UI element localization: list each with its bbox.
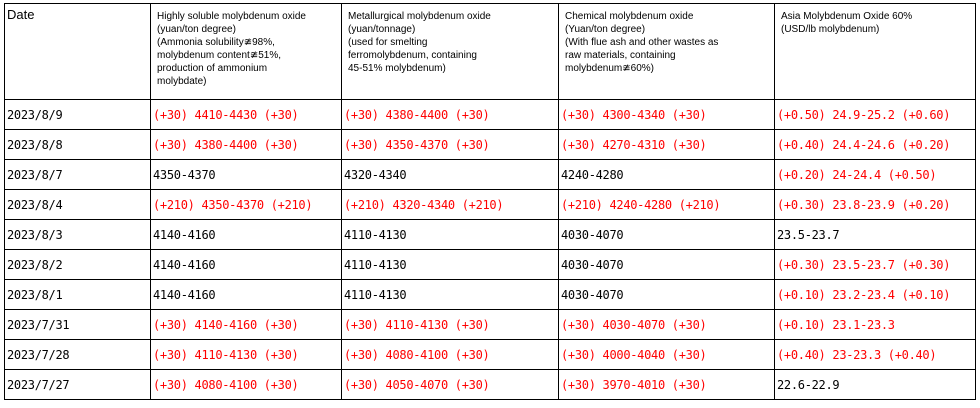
- asia-price-cell: (+0.30) 23.8-23.9 (+0.20): [775, 190, 976, 220]
- date-cell: 2023/7/28: [5, 340, 151, 370]
- chemical-price-cell: (+30) 4300-4340 (+30): [559, 100, 775, 130]
- header-line: production of ammonium: [157, 63, 268, 74]
- header-line: molybdenum content≇51%,: [157, 50, 282, 61]
- table-row: [5, 310, 976, 340]
- header-line: Chemical molybdenum oxide: [565, 11, 694, 22]
- metallurgical-price-cell: (+30) 4050-4070 (+30): [342, 370, 559, 400]
- date-cell: 2023/8/7: [5, 160, 151, 190]
- date-cell: 2023/7/31: [5, 310, 151, 340]
- highly-soluble-price-cell: 4140-4160: [151, 250, 342, 280]
- highly-soluble-price-cell: (+30) 4110-4130 (+30): [151, 340, 342, 370]
- chemical-price-cell: 4240-4280: [559, 160, 775, 190]
- chemical-price-cell: 4030-4070: [559, 280, 775, 310]
- table-row: [5, 220, 976, 250]
- table-row: [5, 190, 976, 220]
- header-line: (used for smelting: [348, 37, 428, 48]
- metallurgical-price-cell: (+30) 4110-4130 (+30): [342, 310, 559, 340]
- table-row: [5, 370, 976, 400]
- chemical-price-cell: (+30) 4270-4310 (+30): [559, 130, 775, 160]
- highly-soluble-price-cell: 4350-4370: [151, 160, 342, 190]
- header-line: (yuan/tonnage): [348, 24, 416, 35]
- date-cell: 2023/8/4: [5, 190, 151, 220]
- header-line: molybdate): [157, 76, 207, 87]
- date-cell: 2023/8/2: [5, 250, 151, 280]
- table-row: [5, 250, 976, 280]
- highly-soluble-price-cell: (+210) 4350-4370 (+210): [151, 190, 342, 220]
- header-line: 45-51% molybdenum): [348, 63, 446, 74]
- metallurgical-price-cell: 4320-4340: [342, 160, 559, 190]
- chemical-price-cell: (+30) 4000-4040 (+30): [559, 340, 775, 370]
- asia-price-cell: (+0.20) 24-24.4 (+0.50): [775, 160, 976, 190]
- chemical-price-cell: (+30) 4030-4070 (+30): [559, 310, 775, 340]
- date-cell: 2023/8/8: [5, 130, 151, 160]
- asia-price-cell: 23.5-23.7: [775, 220, 976, 250]
- highly-soluble-price-cell: (+30) 4140-4160 (+30): [151, 310, 342, 340]
- chemical-price-cell: 4030-4070: [559, 220, 775, 250]
- header-asia-molybdenum-oxide: [775, 4, 976, 100]
- molybdenum-price-table: [4, 3, 976, 400]
- header-line: molybdenum≇60%): [565, 63, 654, 74]
- header-line: (yuan/ton degree): [157, 24, 236, 35]
- table-row: [5, 160, 976, 190]
- header-line: ferromolybdenum, containing: [348, 50, 477, 61]
- metallurgical-price-cell: 4110-4130: [342, 220, 559, 250]
- header-line: Metallurgical molybdenum oxide: [348, 11, 491, 22]
- highly-soluble-price-cell: (+30) 4410-4430 (+30): [151, 100, 342, 130]
- header-date: Date: [5, 4, 151, 100]
- chemical-price-cell: 4030-4070: [559, 250, 775, 280]
- header-line: (USD/lb molybdenum): [781, 24, 880, 35]
- chemical-price-cell: (+210) 4240-4280 (+210): [559, 190, 775, 220]
- metallurgical-price-cell: (+30) 4350-4370 (+30): [342, 130, 559, 160]
- header-line: (Ammonia solubility≇98%,: [157, 37, 275, 48]
- metallurgical-price-cell: (+30) 4080-4100 (+30): [342, 340, 559, 370]
- asia-price-cell: (+0.40) 24.4-24.6 (+0.20): [775, 130, 976, 160]
- header-line: (With flue ash and other wastes as: [565, 37, 719, 48]
- asia-price-cell: (+0.10) 23.2-23.4 (+0.10): [775, 280, 976, 310]
- header-line: Asia Molybdenum Oxide 60%: [781, 11, 913, 22]
- table-row: [5, 100, 976, 130]
- date-cell: 2023/7/27: [5, 370, 151, 400]
- table-row: [5, 280, 976, 310]
- date-cell: 2023/8/9: [5, 100, 151, 130]
- asia-price-cell: (+0.10) 23.1-23.3: [775, 310, 976, 340]
- highly-soluble-price-cell: (+30) 4380-4400 (+30): [151, 130, 342, 160]
- table-row: [5, 340, 976, 370]
- chemical-price-cell: (+30) 3970-4010 (+30): [559, 370, 775, 400]
- metallurgical-price-cell: (+30) 4380-4400 (+30): [342, 100, 559, 130]
- asia-price-cell: 22.6-22.9: [775, 370, 976, 400]
- metallurgical-price-cell: (+210) 4320-4340 (+210): [342, 190, 559, 220]
- highly-soluble-price-cell: (+30) 4080-4100 (+30): [151, 370, 342, 400]
- date-cell: 2023/8/3: [5, 220, 151, 250]
- header-line: Highly soluble molybdenum oxide: [157, 11, 306, 22]
- metallurgical-price-cell: 4110-4130: [342, 280, 559, 310]
- asia-price-cell: (+0.50) 24.9-25.2 (+0.60): [775, 100, 976, 130]
- header-highly-soluble-molybdenum-oxide: [151, 4, 342, 100]
- header-chemical-molybdenum-oxide: [559, 4, 775, 100]
- highly-soluble-price-cell: 4140-4160: [151, 220, 342, 250]
- asia-price-cell: (+0.40) 23-23.3 (+0.40): [775, 340, 976, 370]
- header-row: [5, 4, 976, 100]
- metallurgical-price-cell: 4110-4130: [342, 250, 559, 280]
- header-metallurgical-molybdenum-oxide: [342, 4, 559, 100]
- table-row: [5, 130, 976, 160]
- date-cell: 2023/8/1: [5, 280, 151, 310]
- header-line: (Yuan/ton degree): [565, 24, 646, 35]
- highly-soluble-price-cell: 4140-4160: [151, 280, 342, 310]
- asia-price-cell: (+0.30) 23.5-23.7 (+0.30): [775, 250, 976, 280]
- header-line: raw materials, containing: [565, 50, 676, 61]
